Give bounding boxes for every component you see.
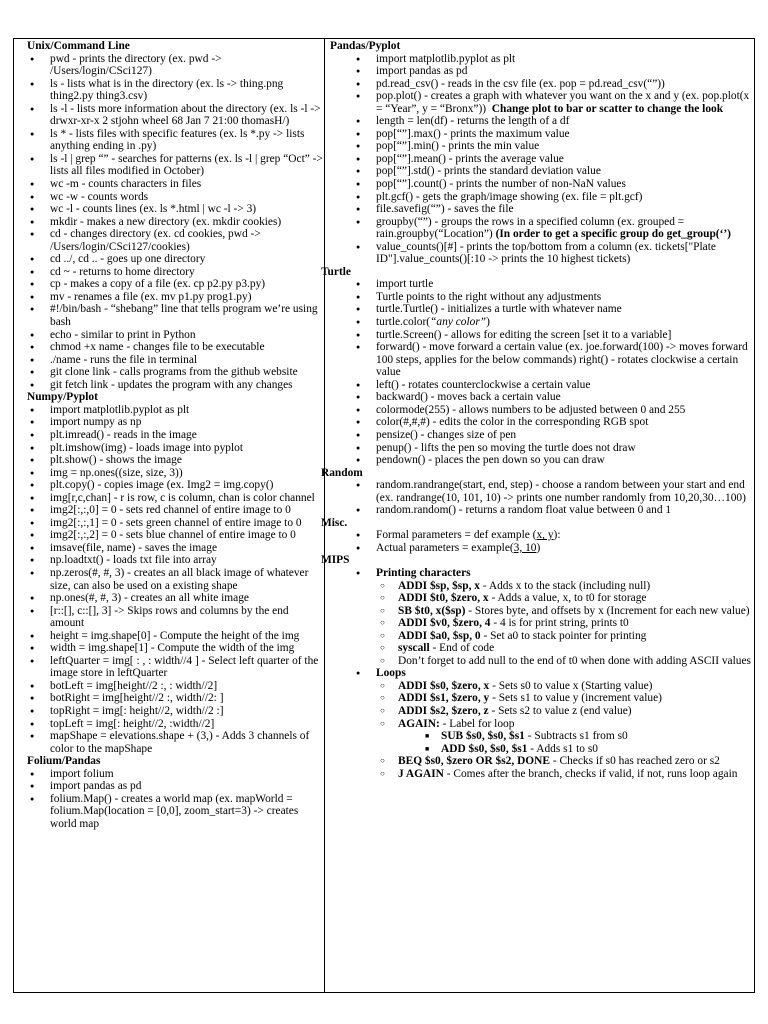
list-item: ● pendown() - places the pen down so you can draw [330, 454, 754, 467]
random-list [330, 479, 754, 517]
list-item: ● wc -w - counts words [27, 191, 323, 204]
list-item [330, 768, 754, 781]
list-item: ● random.randrange(start, end, step) - choose a random between your start and end (ex. randrange(10, 101, 10) -> prints one number randomly from 10,20,30…100) [330, 479, 754, 504]
list-item: ● git clone link - calls programs from the github website [27, 366, 323, 379]
mips-command: ADDI $v0, $zero, 4 [398, 617, 491, 630]
folium-heading: Folium/Pandas [27, 755, 101, 768]
pandas-list [330, 53, 754, 266]
list-item: ● wc -m - counts characters in files [27, 178, 323, 191]
list-item [330, 529, 754, 542]
list-item: ● left() - rotates counterclockwise a certain value [330, 379, 754, 392]
mips-command: BEQ $s0, $zero OR $s2, DONE [398, 755, 550, 768]
list-item: ● ls -l - lists more information about the directory (ex. ls -l -> drwxr-xr-x 2 stjohn wheel 68 Jan 7 21:00 thomasH/) [27, 103, 323, 128]
turtle-heading: Turtle [321, 265, 351, 278]
numpy-list [27, 404, 323, 755]
mips-desc: - Subtracts s1 from s0 [524, 730, 628, 743]
misc-list [330, 529, 754, 554]
list-item: ● length = len(df) - returns the length of a df [330, 115, 754, 128]
list-item [330, 680, 754, 693]
mips-command: SUB $s0, $s0, $s1 [441, 730, 525, 743]
list-item: ● topRight = img[: height//2, width//2 :] [27, 705, 323, 718]
list-item: ● file.savefig(“”) - saves the file [330, 203, 754, 216]
list-item: ● Turtle points to the right without any adjustments [330, 291, 754, 304]
mips-desc: - Stores byte, and offsets by x (Increment for each new value) [465, 604, 750, 617]
list-item: ● chmod +x name - changes file to be executable [27, 341, 323, 354]
random-heading: Random [321, 466, 363, 479]
list-item: ● width = img.shape[1] - Compute the width of the img [27, 642, 323, 655]
mips-command: ADDI $s2, $zero, z [398, 704, 489, 717]
unix-heading: Unix/Command Line [27, 40, 130, 52]
color-arg: “any color” [430, 316, 487, 329]
formal-args: x, y [536, 529, 554, 542]
mips-desc: - Adds a value, x, to t0 for storage [488, 592, 647, 605]
list-item: ● np.zeros(#, #, 3) - creates an all black image of whatever size, can also be used on a existing shape [27, 567, 323, 592]
list-item: ● img2[:,:,0] = 0 - sets red channel of entire image to 0 [27, 504, 323, 517]
mips-desc: Don’t forget to add null to the end of t0 when done with adding ASCII values [398, 654, 751, 667]
list-item: ● botLeft = img[height//2 :, : width//2] [27, 680, 323, 693]
list-item: ● folium.Map() - creates a world map (ex. mapWorld = folium.Map(location = [0,0], zoom_start=3) -> creates world map [27, 793, 323, 831]
list-item: ● pop[“”].count() - prints the number of non-NaN values [330, 178, 754, 191]
list-item [330, 605, 754, 618]
list-item [330, 705, 754, 718]
printing-subheading: ● Printing characters [330, 567, 754, 580]
mips-heading: MIPS [321, 554, 350, 567]
list-item: ● img[r,c,chan] - r is row, c is column, chan is color channel [27, 492, 323, 505]
actual-label: Actual parameters = example( [376, 541, 514, 554]
list-item: ● img2[:,:,1] = 0 - sets green channel of entire image to 0 [27, 517, 323, 530]
list-item: ● import pandas as pd [330, 65, 754, 78]
list-item: ● import matplotlib.pyplot as plt [330, 53, 754, 66]
list-item [330, 592, 754, 605]
list-item: ● cp - makes a copy of a file (ex. cp p2.py p3.py) [27, 278, 323, 291]
list-item: ● plt.imshow(img) - loads image into pyplot [27, 442, 323, 455]
list-item: ● pensize() - changes size of pen [330, 429, 754, 442]
list-item: ● cd ../, cd .. - goes up one directory [27, 253, 323, 266]
list-item [330, 692, 754, 705]
list-item: ● plt.show() - shows the image [27, 454, 323, 467]
mips-desc: - End of code [429, 642, 495, 655]
loops-subheading: ● Loops [330, 667, 754, 680]
list-item: ● cd ~ - returns to home directory [27, 266, 323, 279]
list-item [330, 730, 754, 743]
list-item: ● import folium [27, 768, 323, 781]
list-item: ● pop[“”].std() - prints the standard deviation value [330, 165, 754, 178]
list-item: ● topLeft = img[: height//2, :width//2] [27, 718, 323, 731]
list-item: ● turtle.Screen() - allows for editing the screen [set it to a variable] [330, 329, 754, 342]
mips-command: J AGAIN [398, 767, 444, 780]
list-item: ● import turtle [330, 278, 754, 291]
mips-desc: - Label for loop [439, 717, 515, 730]
list-item: ● #!/bin/bash - “shebang” line that tells program we’re using bash [27, 303, 323, 328]
list-item: ● colormode(255) - allows numbers to be adjusted between 0 and 255 [330, 404, 754, 417]
actual-close: ) [536, 541, 541, 554]
list-item: ● plt.gcf() - gets the graph/image showing (ex. file = plt.gcf) [330, 191, 754, 204]
printing-list [330, 580, 754, 668]
list-item: ● height = img.shape[0] - Compute the height of the img [27, 630, 323, 643]
mips-desc: - Checks if s0 has reached zero or s2 [549, 755, 720, 768]
list-item: ● forward() - move forward a certain value (ex. joe.forward(100) -> moves forward 100 steps, applies for the below commands) right() - rotates clockwise a certain value [330, 341, 754, 379]
list-item: ● pop[“”].max() - prints the maximum value [330, 128, 754, 141]
list-item: ● mv - renames a file (ex. mv p1.py prog1.py) [27, 291, 323, 304]
mips-command: ADDI $sp, $sp, x [398, 579, 480, 592]
list-item [330, 642, 754, 655]
list-item: ● [r::[], c::[], 3] -> Skips rows and columns by the end amount [27, 605, 323, 630]
list-item: ● mkdir - makes a new directory (ex. mkdir cookies) [27, 216, 323, 229]
mips-desc: - 4 is for print string, prints t0 [490, 617, 629, 630]
list-item [330, 743, 754, 756]
turtle-list [330, 278, 754, 466]
list-item: ● img = np.ones((size, size, 3)) [27, 467, 323, 480]
mips-command: syscall [398, 642, 430, 655]
mips-command: ADDI $s0, $zero, x [398, 679, 490, 692]
mips-command: ADDI $a0, $sp, 0 [398, 629, 481, 642]
list-item: ● import numpy as np [27, 416, 323, 429]
list-item: ● mapShape = elevations.shape + (3,) - Adds 3 channels of color to the mapShape [27, 730, 323, 755]
list-item: ● ls * - lists files with specific features (ex. ls *.py -> lists anything ending in .py) [27, 128, 323, 153]
folium-list [27, 768, 323, 831]
list-item: ● echo - similar to print in Python [27, 329, 323, 342]
list-item: ● pwd - prints the directory (ex. pwd -> /Users/login/CSci127) [27, 53, 323, 78]
mips-command: ADDI $s1, $zero, y [398, 692, 490, 705]
list-item: ● cd - changes directory (ex. cd cookies, pwd -> /Users/login/CSci127/cookies) [27, 228, 323, 253]
mips-desc: - Adds x to the stack (including null) [479, 579, 651, 592]
list-item: ● backward() - moves back a certain value [330, 391, 754, 404]
list-item: ● wc -l - counts lines (ex. ls *.html | wc -l -> 3) [27, 203, 323, 216]
list-item: ● botRight = img[height//2 :, width//2: ] [27, 692, 323, 705]
list-item: ● git fetch link - updates the program with any changes [27, 379, 323, 392]
mips-desc: - Adds s1 to s0 [527, 742, 598, 755]
left-column [27, 40, 323, 830]
mips-list [330, 567, 754, 580]
loops-heading-list [330, 667, 754, 680]
numpy-heading: Numpy/Pyplot [27, 391, 98, 404]
list-item [330, 630, 754, 643]
list-item [330, 542, 754, 555]
list-item: ● leftQuarter = img[ : , : width//4 ] - Select left quarter of the image store in leftQuarter [27, 655, 323, 680]
loops-list [330, 680, 754, 780]
list-item: ● np.loadtxt() - loads txt file into array [27, 554, 323, 567]
mips-command: AGAIN: [398, 717, 440, 730]
list-item: ● import matplotlib.pyplot as plt [27, 404, 323, 417]
color-close: ) [486, 316, 490, 329]
list-item: ● imsave(file, name) - saves the image [27, 542, 323, 555]
list-item: ● pd.read_csv() - reads in the csv file (ex. pop = pd.read_csv(“”)) [330, 78, 754, 91]
color-item-text: turtle.color( [376, 316, 431, 329]
list-item: ● np.ones(#, #, 3) - creates an all white image [27, 592, 323, 605]
mips-desc: - Sets s1 to value y (increment value) [489, 692, 662, 705]
mips-desc: - Sets s0 to value x (Starting value) [489, 679, 653, 692]
column-divider [324, 38, 325, 993]
list-item: ● color(#,#,#) - edits the color in the corresponding RGB spot [330, 416, 754, 429]
list-item [330, 655, 754, 668]
list-item [330, 718, 754, 731]
list-item: ● plt.imread() - reads in the image [27, 429, 323, 442]
pandas-heading: Pandas/Pyplot [330, 40, 401, 52]
list-item: ● ls - lists what is in the directory (ex. ls -> thing.png thing2.py thing3.csv) [27, 78, 323, 103]
mips-command: SB $t0, x($sp) [398, 604, 466, 617]
group-note: (In order to get a specific group do get_group(‘’) [495, 228, 731, 241]
groupby-item-text: groupby(“”) - groups the rows in a specified column (ex. grouped = rain.groupby(“Location”) [376, 215, 685, 241]
mips-desc: - Set a0 to stack pointer for printing [480, 629, 647, 642]
list-item: ● turtle.Turtle() - initializes a turtle with whatever name [330, 303, 754, 316]
list-item [330, 617, 754, 630]
list-item [330, 755, 754, 768]
list-item: ● import pandas as pd [27, 780, 323, 793]
mips-desc: - Sets s2 to value z (end value) [488, 704, 632, 717]
mips-command: ADD $s0, $s0, $s1 [441, 742, 528, 755]
list-item [330, 580, 754, 593]
mips-desc: - Comes after the branch, checks if valid, if not, runs loop again [443, 767, 738, 780]
list-item: ● penup() - lifts the pen so moving the turtle does not draw [330, 442, 754, 455]
formal-label: Formal parameters = def example ( [376, 529, 537, 542]
mips-command: ADDI $t0, $zero, x [398, 592, 489, 605]
formal-close: ): [553, 529, 561, 542]
list-item: ● img2[:,:,2] = 0 - sets blue channel of entire image to 0 [27, 529, 323, 542]
actual-args: 3, 10 [513, 541, 537, 554]
list-item [330, 316, 754, 329]
list-item [330, 90, 754, 115]
plot-note: Change plot to bar or scatter to change the look [491, 102, 724, 115]
right-column [321, 40, 754, 780]
misc-heading: Misc. [321, 516, 348, 529]
list-item: ● pop[“”].mean() - prints the average value [330, 153, 754, 166]
list-item: ● pop[“”].min() - prints the min value [330, 140, 754, 153]
unix-list [27, 53, 323, 392]
list-item: ● random.random() - returns a random float value between 0 and 1 [330, 504, 754, 517]
plot-item-text: pop.plot() - creates a graph with whatever you want on the x and y (ex. pop.plot(x = “Year”, y = “Bronx”)) [376, 90, 750, 115]
list-item: ● ls -l | grep “” - searches for patterns (ex. ls -l | grep “Oct” -> lists all files modified in October) [27, 153, 323, 178]
list-item: ● plt.copy() - copies image (ex. Img2 = img.copy() [27, 479, 323, 492]
list-item: ● ./name - runs the file in terminal [27, 354, 323, 367]
list-item [330, 216, 754, 241]
list-item: ● value_counts()[#] - prints the top/bottom from a column (ex. tickets["Plate ID"].value_counts()[:10 -> prints the 10 highest tickets) [330, 241, 754, 266]
